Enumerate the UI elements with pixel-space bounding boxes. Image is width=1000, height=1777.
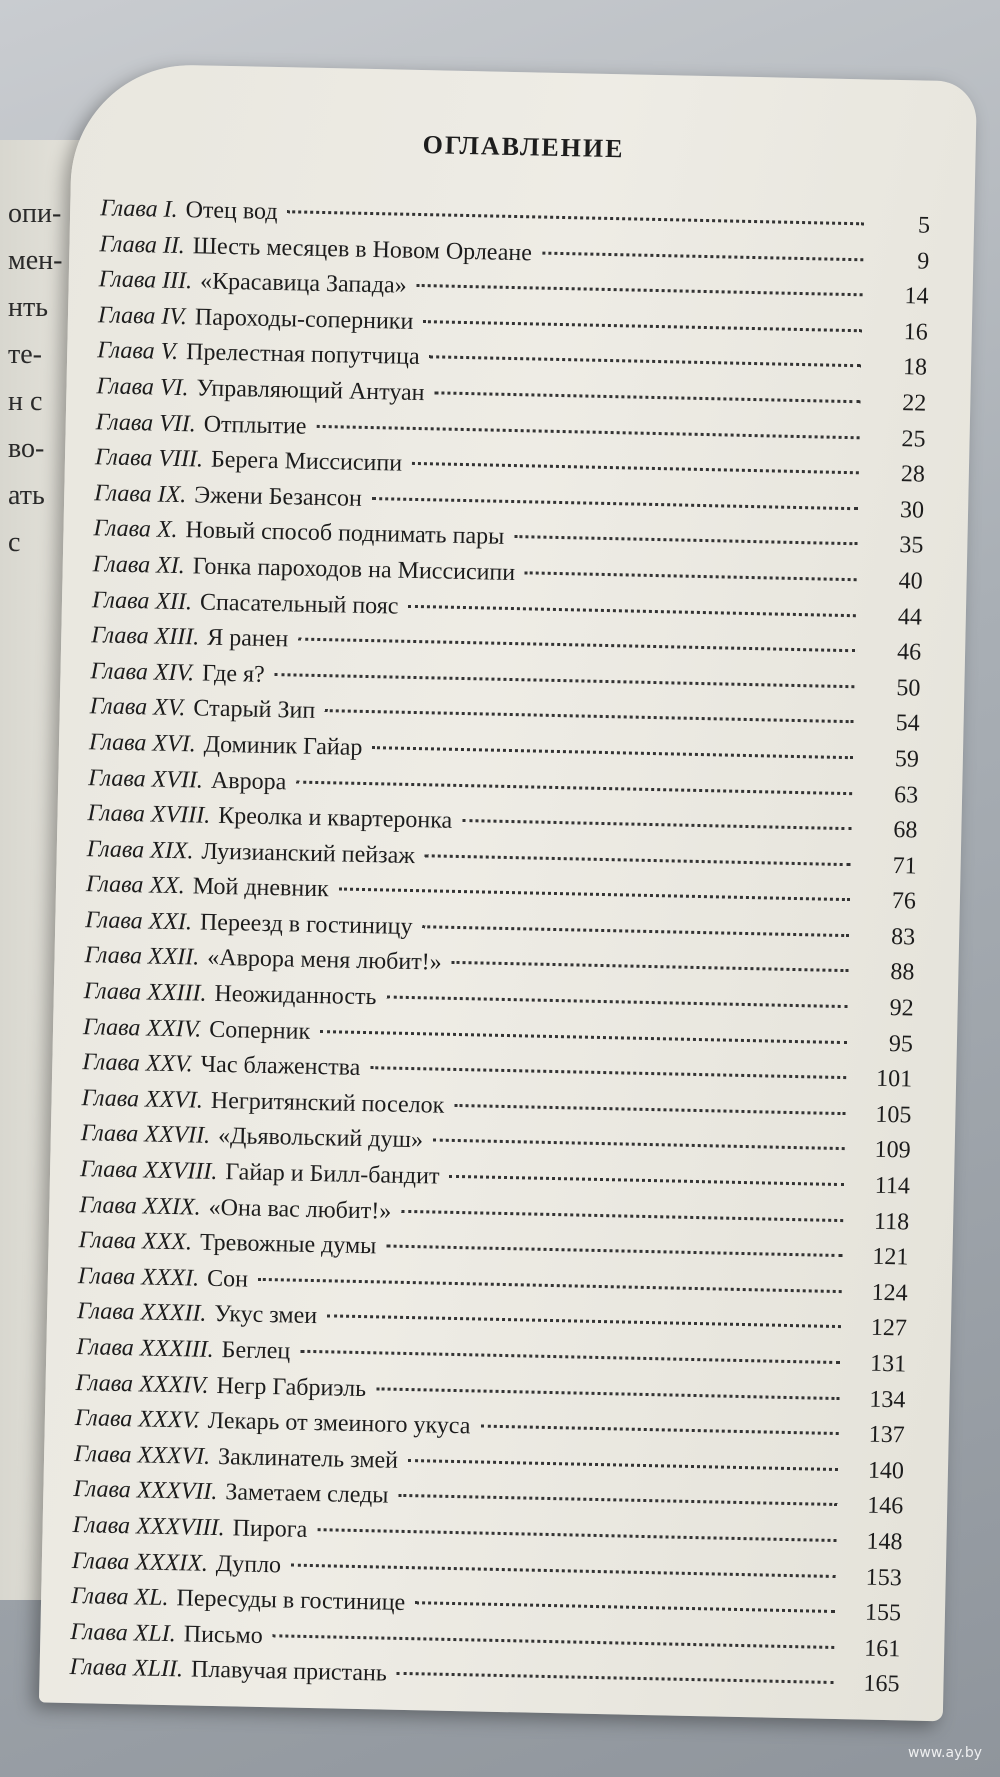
chapter-number: Глава XXII. <box>84 942 200 972</box>
chapter-number: Глава I. <box>99 195 178 223</box>
dot-leader <box>288 210 865 225</box>
chapter-title: «Дьявольский душ» <box>217 1123 424 1154</box>
chapter-title: Где я? <box>201 660 266 688</box>
chapter-title: Креолка и квартеронка <box>217 803 453 834</box>
chapter-title: «Аврора меня любит!» <box>206 945 442 977</box>
watermark: www.ay.by <box>907 1745 982 1761</box>
page-number: 22 <box>902 390 927 417</box>
dot-leader <box>423 320 862 332</box>
chapter-number: Глава IX. <box>93 480 187 508</box>
page-number: 101 <box>875 1066 913 1093</box>
dot-leader <box>372 746 853 759</box>
chapter-title: Аврора <box>210 767 287 795</box>
dot-leader <box>386 996 847 1009</box>
chapter-title: Берега Миссисипи <box>210 446 403 477</box>
dot-leader <box>316 424 859 438</box>
page-number: 155 <box>864 1599 902 1627</box>
chapter-number: Глава XXXI. <box>77 1262 200 1292</box>
dot-leader <box>425 854 851 866</box>
chapter-title: Соперник <box>209 1016 311 1045</box>
page-number: 127 <box>870 1315 908 1342</box>
left-page-fragment: мен- <box>8 245 63 276</box>
chapter-title: Прелестная попутчица <box>185 339 420 371</box>
dot-leader <box>339 888 850 902</box>
left-page-fragment: те- <box>8 339 42 370</box>
chapter-number: Глава XIV. <box>90 657 195 687</box>
dot-leader <box>370 1066 846 1079</box>
dot-leader <box>435 391 861 403</box>
chapter-title: Старый Зип <box>193 695 316 725</box>
page-number: 40 <box>898 568 923 595</box>
dot-leader <box>372 497 858 510</box>
page-number: 35 <box>899 532 924 559</box>
chapter-title: Письмо <box>183 1621 264 1649</box>
chapter-title: Тревожные думы <box>199 1229 377 1260</box>
chapter-title: Доминик Гайар <box>203 731 363 761</box>
dot-leader <box>398 1494 837 1506</box>
dot-leader <box>376 1387 839 1400</box>
page-number: 63 <box>893 781 919 809</box>
left-page-fragment: во- <box>8 433 45 464</box>
chapter-title: Неожиданность <box>214 980 377 1011</box>
chapter-number: Глава II. <box>99 230 186 259</box>
chapter-number: Глава XXIII. <box>83 978 207 1007</box>
dot-leader <box>525 571 857 581</box>
page-number: 153 <box>865 1564 902 1591</box>
dot-leader <box>417 284 863 296</box>
chapter-title: Плавучая пристань <box>190 1656 388 1687</box>
dot-leader <box>415 1601 835 1613</box>
book-page <box>39 63 977 1722</box>
chapter-number: Глава XXX. <box>78 1227 193 1256</box>
chapter-title: Гайар и Билл-бандит <box>225 1159 440 1190</box>
chapter-number: Глава XXXV. <box>74 1405 201 1434</box>
page-number: 161 <box>863 1635 901 1663</box>
chapter-number: Глава IV. <box>97 302 188 330</box>
chapter-title: Заметаем следы <box>225 1479 389 1510</box>
chapter-number: Глава V. <box>96 337 179 366</box>
chapter-title: Беглец <box>221 1337 291 1365</box>
dot-leader <box>449 1175 844 1186</box>
chapter-title: Негр Габриэль <box>216 1372 367 1402</box>
dot-leader <box>542 251 863 261</box>
chapter-number: Глава XXV. <box>82 1049 193 1078</box>
dot-leader <box>298 638 855 653</box>
left-page-fragment: нть <box>8 292 48 323</box>
table-of-contents <box>69 195 930 1707</box>
chapter-number: Глава XXXVI. <box>73 1440 211 1470</box>
chapter-number: Глава XVIII. <box>87 800 211 829</box>
page-number: 54 <box>895 710 920 737</box>
dot-leader <box>273 1634 835 1649</box>
page-number: 134 <box>869 1386 906 1414</box>
page-number: 146 <box>866 1493 904 1520</box>
chapter-title: Луизианский пейзаж <box>201 838 416 869</box>
chapter-number: Глава X. <box>93 515 178 544</box>
chapter-title: Пересуды в гостинице <box>176 1585 406 1617</box>
dot-leader <box>300 1350 840 1364</box>
dot-leader <box>430 356 862 368</box>
page-number: 148 <box>866 1528 903 1556</box>
dot-leader <box>397 1672 834 1684</box>
page-number: 109 <box>874 1137 911 1164</box>
chapter-title: Шесть месяцев в Новом Орлеане <box>192 232 533 266</box>
chapter-number: Глава III. <box>98 266 193 295</box>
left-page-fragment: с <box>8 527 21 558</box>
chapter-number: Глава XVII. <box>88 764 204 794</box>
chapter-title: Отплытие <box>203 411 307 440</box>
dot-leader <box>296 780 852 795</box>
page-number: 88 <box>890 959 915 986</box>
dot-leader <box>401 1209 843 1221</box>
chapter-number: Глава VI. <box>96 373 189 402</box>
dot-leader <box>452 961 849 972</box>
chapter-number: Глава XLI. <box>70 1618 177 1647</box>
dot-leader <box>433 1139 845 1151</box>
page-number: 92 <box>889 995 914 1022</box>
page-number: 137 <box>868 1421 905 1449</box>
page-number: 30 <box>899 496 925 524</box>
page-number: 71 <box>892 852 917 880</box>
chapter-title: Я ранен <box>207 624 289 653</box>
chapter-number: Глава XXIV. <box>82 1013 202 1043</box>
chapter-number: Глава XXI. <box>85 907 193 936</box>
chapter-number: Глава XVI. <box>88 729 196 758</box>
page-number: 114 <box>874 1172 911 1200</box>
chapter-number: Глава XI. <box>92 551 186 580</box>
page-number: 44 <box>897 603 923 631</box>
chapter-number: Глава VII. <box>95 408 197 437</box>
dot-leader <box>408 604 855 616</box>
chapter-title: Лекарь от змеиного укуса <box>207 1408 471 1440</box>
page-number: 68 <box>893 817 918 844</box>
page-number: 50 <box>896 674 921 702</box>
left-page-fragment: ать <box>8 480 45 511</box>
chapter-title: Негритянский поселок <box>210 1087 445 1119</box>
chapter-number: Глава XIX. <box>86 835 194 865</box>
chapter-number: Глава XXIX. <box>79 1191 201 1221</box>
page-number: 5 <box>917 212 931 239</box>
page-number: 46 <box>896 639 922 666</box>
chapter-title: Пирога <box>232 1515 308 1543</box>
chapter-number: Глава XX. <box>85 871 186 900</box>
chapter-number: Глава XXVI. <box>81 1084 204 1114</box>
page-number: 121 <box>872 1243 909 1271</box>
chapter-title: Отец вод <box>185 197 278 226</box>
dot-leader <box>275 673 855 688</box>
page-number: 140 <box>867 1457 905 1485</box>
dot-leader <box>317 1528 836 1542</box>
chapter-number: Глава XXXIX. <box>71 1547 209 1577</box>
chapter-number: Глава XLII. <box>69 1654 184 1683</box>
page-number: 124 <box>871 1279 908 1307</box>
chapter-number: Глава XV. <box>89 693 186 722</box>
left-page-fragment: опи- <box>8 198 62 229</box>
dot-leader <box>454 1104 845 1115</box>
dot-leader <box>327 1315 841 1329</box>
chapter-number: Глава XXXII. <box>76 1298 207 1328</box>
dot-leader <box>480 1425 838 1436</box>
chapter-number: Глава XXXIV. <box>75 1369 209 1399</box>
chapter-number: Глава XXVIII. <box>79 1156 218 1186</box>
dot-leader <box>422 925 849 937</box>
chapter-title: Сон <box>206 1265 249 1293</box>
chapter-title: Пароходы-соперники <box>194 304 414 335</box>
dot-leader <box>514 535 857 545</box>
page-number: 28 <box>900 461 926 488</box>
page-number: 9 <box>917 248 930 275</box>
chapter-number: Глава XIII. <box>91 622 200 651</box>
chapter-title: Эжени Безансон <box>194 482 363 512</box>
page-number: 76 <box>891 888 917 915</box>
chapter-number: Глава XL. <box>70 1583 169 1612</box>
left-page-fragment: н с <box>8 386 43 417</box>
chapter-title: «Красавица Запада» <box>199 268 407 299</box>
chapter-title: Гонка пароходов на Миссисипи <box>192 553 516 587</box>
dot-leader <box>320 1030 847 1044</box>
page-number: 59 <box>894 745 920 773</box>
chapter-number: Глава XXXIII. <box>76 1334 214 1363</box>
page-number: 95 <box>888 1030 914 1058</box>
chapter-number: Глава XII. <box>91 586 193 615</box>
dot-leader <box>386 1245 842 1258</box>
chapter-title: Переезд в гостиницу <box>199 909 413 940</box>
chapter-number: Глава VIII. <box>94 444 204 473</box>
page-number: 16 <box>903 318 929 346</box>
page-number: 118 <box>873 1208 910 1236</box>
chapter-number: Глава XXVII. <box>80 1120 211 1150</box>
chapter-title: Спасательный пояс <box>199 589 399 620</box>
page-title: ОГЛАВЛЕНИЕ <box>422 130 625 164</box>
chapter-number: Глава XXXVIII. <box>72 1511 225 1542</box>
page-number: 14 <box>904 283 929 310</box>
dot-leader <box>291 1563 836 1577</box>
dot-leader <box>462 819 851 830</box>
page-number: 25 <box>901 425 926 453</box>
chapter-title: Укус змеи <box>214 1301 318 1330</box>
chapter-title: Заклинатель змей <box>217 1443 399 1474</box>
chapter-title: Управляющий Антуан <box>196 375 425 407</box>
page-number: 105 <box>875 1101 912 1129</box>
dot-leader <box>412 462 859 474</box>
chapter-title: «Она вас любит!» <box>208 1194 392 1225</box>
dot-leader <box>258 1278 842 1293</box>
page-number: 131 <box>869 1350 907 1378</box>
page-number: 165 <box>863 1670 900 1698</box>
chapter-title: Мой дневник <box>192 873 329 903</box>
chapter-number: Глава XXXVII. <box>73 1476 218 1506</box>
dot-leader <box>408 1459 838 1471</box>
chapter-title: Новый способ поднимать пары <box>185 517 505 551</box>
dot-leader <box>325 709 854 723</box>
page-number: 83 <box>890 923 916 951</box>
chapter-title: Дупло <box>215 1550 282 1578</box>
chapter-title: Час блаженства <box>200 1051 361 1082</box>
page-number: 18 <box>902 354 928 382</box>
